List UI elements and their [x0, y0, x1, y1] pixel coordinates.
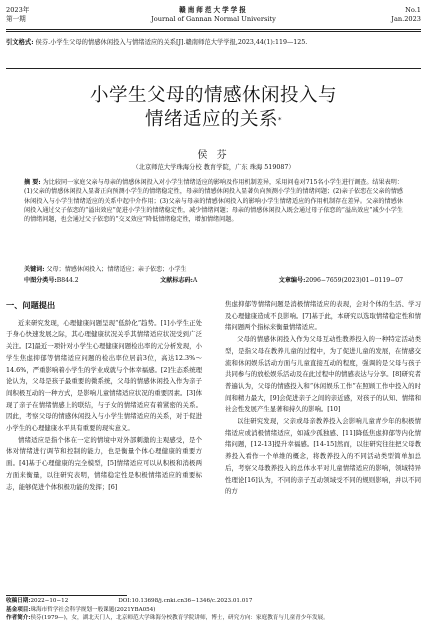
title-line-2: 情绪适应的关系*	[144, 109, 282, 130]
keywords-label: 关键词:	[24, 266, 45, 273]
body-column-left	[6, 296, 202, 493]
citation-rule	[6, 68, 421, 69]
title-footnote-mark: *	[278, 116, 282, 124]
header-left	[6, 6, 29, 24]
body-paragraph: 情绪适应是指个体在一定的情境中对外部刺激的主观感受，是个体对情绪进行调节和控制的能力，也是衡量个体心理健康的重要方面。[4]基于心理健康的完全模型，[5]情绪适应可以从积极和消极两方面来衡量，以往研究表明，情绪稳定性是积极情绪适应的重要标志，能够促进个体积极功能的发挥；[6]	[6, 435, 202, 491]
keywords-text: 父母；情感休闲投入；情绪适应；亲子依恋；小学生	[46, 266, 187, 273]
journal-name-cn: 赣南师范大学学报	[179, 6, 248, 14]
article-number: 文章编号:2096−7659(2023)01−0119−07	[278, 277, 403, 284]
header-rule-thin	[6, 31, 421, 32]
footnote-fund: 基金项目:珠海市哲学社会科学规划一般课题(2021YBA054)	[6, 606, 156, 613]
body-paragraph: 焦虑抑郁等情绪问题是消极情绪适应的表现，会对个体的生活、学习及心理健康造成不良影响。[7]基于此，本研究以选取情绪稳定性和情绪问题两个指标来衡量情绪适应。	[225, 300, 421, 332]
abstract-label: 摘 要:	[24, 179, 41, 186]
document-code: 文献标志码:A	[160, 277, 198, 284]
citation-label: 引文格式:	[6, 39, 34, 46]
journal-name-en: Journal of Gannan Normal University	[151, 15, 276, 23]
footnotes	[6, 597, 421, 623]
header-year: 2023年	[6, 6, 30, 14]
keywords	[24, 265, 403, 274]
header-rule	[6, 29, 421, 30]
article-title	[20, 84, 407, 132]
header-issue: 第一期	[6, 15, 26, 23]
body-paragraph: 以往研究发现，父亲或母亲教养投入会影响儿童青少年的积极情绪适应或消极情绪适应，如减少孤独感、[11]降低焦虑抑郁等内化情绪问题，[12-13]提升幸福感。[14-15]然而，以往研究往往把父母教养投入看作一个单维的概念，将教养投入的不同活动类型简单加总后，考察父母教养投入的总体水平对儿童情绪适应的影响，领域特异性理论[16]认为，不同的亲子互动领域受不同的规则影响，并以不同的方	[225, 417, 421, 496]
body-paragraph: 近来研究发现，心理健康问题呈现“低龄化”趋势。[1]小学生正处于身心快速发展之际，其心理健康状况关乎其情绪适应状况受到广泛关注。[2]最近一项针对小学生心理健康问题检出率的元分析发现，小学生焦虑抑郁等情绪适应问题的检出率位居前3位，高达12.3%～14.6%，严重影响着小学生的学业成就与个体幸福感。[2]生态系统理论认为，父母是孩子最重要的微系统，父母的情感休闲投入作为亲子间积极互动的一种方式，是影响儿童情绪适应状况的重要因素。[3]体现了亲子在情绪情感上的联结，与子女的情绪适应有着紧密的关系。因此，考察父母的情感休闲投入与小学生情绪适应的关系，对于促进小学生的心理健康水平具有重要的现实意义。	[6, 318, 202, 433]
author-affiliation: （北京师范大学珠海分校 教育学院，广东 珠海 519087）	[132, 164, 295, 171]
footnote-rule	[6, 595, 127, 596]
header-no: No.1	[405, 6, 421, 14]
header-center	[86, 6, 341, 24]
classification-meta	[24, 276, 403, 285]
abstract-text: 为比较同一家庭父亲与母亲的情感休闲投入对小学生情绪适应的影响及作用机制差异，采用问卷对715名小学生进行调查。结果表明：(1)父亲的情感休闲投入显著正向预测小学生的情绪稳定性，母亲的情感休闲投入显著负向预测小学生的情绪问题；(2)亲子依恋在父亲的情感休闲投入与小学生情绪适应的关系中起中介作用；(3)父亲与母亲的情感休闲投入的影响小学生情绪适应的作用机制存在差异。父亲的情感休闲投入通过父子依恋的“溢出效应”促进小学生的情绪稳定性，减少情绪问题；母亲的情感休闲投入既会通过母子依恋的“溢出效应”减少小学生的情绪问题，也会通过父子依恋的“交叉效应”降低情绪稳定性，增加情绪问题。	[24, 179, 403, 224]
abstract	[24, 178, 403, 224]
author-name: 侯 芬	[197, 150, 230, 161]
clc-number: 中图分类号:B844.2	[24, 277, 79, 284]
title-line-1: 小学生父母的情感休闲投入与	[89, 85, 337, 106]
body-column-right	[225, 299, 421, 498]
body-paragraph: 父母的情感休闲投入作为父母互动性教养投入的一种特定活动类型，是指父母在教养儿童的过程中，为了促进儿童的发展，在情感交流和休闲娱乐活动方面与儿童直接互动的程度，强调的是父母与孩子共同参与的放松娱乐活动及在此过程中的情感表达与分享。[8]研究者普遍认为，父母的情感投入和“休闲娱乐工作”在照顾工作中投入的时间和精力最大，[9]会促进亲子之间的亲近感，对孩子的认知、情绪和社会性发展产生显著和持久的影响。[10]	[225, 335, 421, 414]
running-header	[6, 6, 421, 28]
doi: 10.13698/j.cnki.cn36−1346/c.2023.01.017	[131, 598, 253, 604]
header-right	[391, 6, 421, 24]
citation-format	[6, 38, 421, 48]
header-date: Jan.2023	[391, 15, 421, 23]
citation-text: 侯芬.小学生父母的情感休闲投入与情绪适应的关系[J].赣南师范大学学报,2023,44(1):119—125.	[35, 39, 308, 46]
footnote-author: 作者简介:侯芬(1979—)，女，湖北天门人，北京师范大学珠海分校教育学院讲师，博士，研究方向：家庭教育与儿童青少年发展。	[6, 615, 329, 622]
footnote-received: 收稿日期:2022−10−12 DOI:10.13698/j.cnki.cn36−1346/c.2023.01.017	[6, 598, 253, 604]
section-heading: 一、问题提出	[6, 300, 56, 310]
